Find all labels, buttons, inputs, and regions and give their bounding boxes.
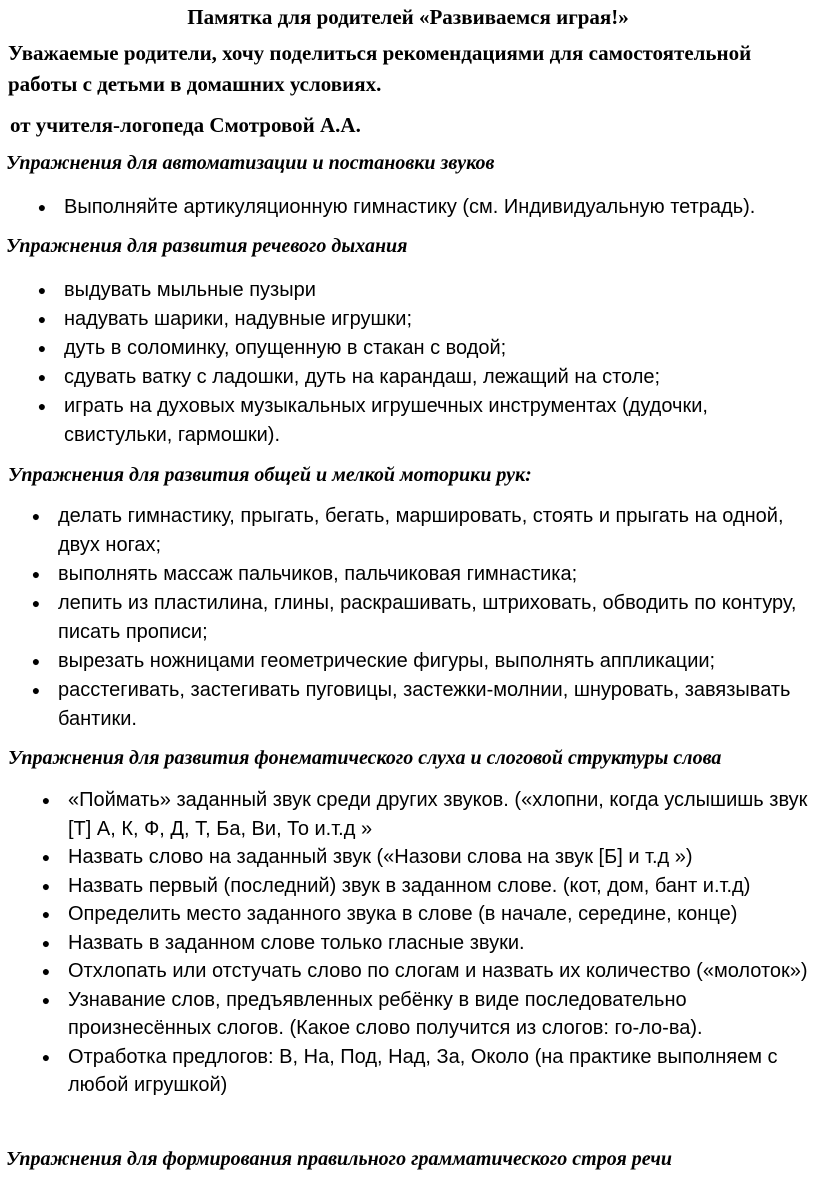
bullet-icon: ● [37,398,47,414]
section-heading-motor-skills: Упражнения для развития общей и мелкой моторики рук: [8,464,532,486]
list-item [24,502,814,560]
list-item [30,392,790,450]
list-item-text: сдувать ватку с ладошки, дуть на карандаш, лежащий на столе; [64,366,661,388]
bullet-icon: ● [31,508,41,524]
document-title: Памятка для родителей «Развиваемся играя!» [187,5,629,29]
list-item-text: выполнять массаж пальчиков, пальчиковая гимнастика; [58,563,578,585]
intro-paragraph: Уважаемые родители, хочу поделиться рекомендациями для самостоятельной работы с детьми в домашних условиях. [8,41,752,96]
bullet-icon: ● [37,369,47,385]
list-item [30,334,790,363]
bullet-icon: ● [41,849,51,865]
list-item [34,957,809,986]
list-item-text: Выполняйте артикуляционную гимнастику (см. Индивидуальную тетрадь). [64,196,756,218]
bullet-icon: ● [31,595,41,611]
bullet-icon: ● [41,877,51,894]
bullet-icon: ● [41,1048,51,1065]
section-list-breathing [30,276,790,450]
list-item-text: делать гимнастику, прыгать, бегать, маршировать, стоять и прыгать на одной, двух ногах; [58,505,784,556]
list-item [34,1043,809,1100]
list-item [24,676,814,734]
list-item [30,276,790,305]
bullet-icon: ● [37,340,47,356]
list-item-text: выдувать мыльные пузыри [64,279,316,301]
bullet-icon: ● [41,934,51,951]
list-item [34,786,809,843]
list-item [24,647,814,676]
bullet-icon: ● [37,311,47,327]
bullet-icon: ● [37,282,47,298]
bullet-icon: ● [41,991,51,1008]
section-list-sound-automation [30,193,810,222]
list-item-text: Назвать первый (последний) звук в заданном слове. (кот, дом, бант и.т.д) [68,874,751,897]
list-item-text: лепить из пластилина, глины, раскрашивать, штриховать, обводить по контуру, писать прописи; [58,592,797,643]
list-item [24,589,814,647]
list-item [30,193,810,222]
list-item-text: Назвать в заданном слове только гласные звуки. [68,931,525,954]
list-item-text: дуть в соломинку, опущенную в стакан с водой; [64,337,507,359]
section-heading-grammar: Упражнения для формирования правильного грамматического строя речи [6,1148,672,1170]
list-item-text: Отхлопать или отстучать слово по слогам и назвать их количество («молоток») [68,960,808,982]
section-heading-phonemic-hearing: Упражнения для развития фонематического слуха и слоговой структуры слова [8,747,722,769]
section-heading-breathing: Упражнения для развития речевого дыхания [6,235,408,257]
list-item [34,843,809,872]
list-item [34,872,809,901]
list-item [34,929,809,958]
section-list-phonemic-hearing [34,786,809,1100]
bullet-icon: ● [31,566,41,582]
bullet-icon: ● [31,653,41,669]
list-item [34,900,809,929]
list-item-text: вырезать ножницами геометрические фигуры, выполнять аппликации; [58,650,716,672]
list-item [30,305,790,334]
list-item-text: играть на духовых музыкальных игрушечных инструментах (дудочки, свистульки, гармошки). [64,395,708,446]
list-item-text: надувать шарики, надувные игрушки; [64,308,413,330]
bullet-icon: ● [31,682,41,698]
list-item-text: Отработка предлогов: В, На, Под, Над, За, Около (на практике выполняем с любой игрушкой) [68,1045,778,1096]
list-item-text: расстегивать, застегивать пуговицы, застежки-молнии, шнуровать, завязывать бантики. [58,679,791,730]
bullet-icon: ● [41,906,51,922]
list-item-text: «Поймать» заданный звук среди других звуков. («хлопни, когда услышишь звук [Т] А, К, Ф, Д, Т, Ба, Ви, То и.т.д » [68,789,808,840]
list-item [30,363,790,392]
bullet-icon: ● [37,199,47,215]
author-line: от учителя-логопеда Смотровой А.А. [10,113,361,137]
list-item-text: Узнавание слов, предъявленных ребёнку в виде последовательно произнесённых слогов. (Какое слово получится из слогов: го-ло-ва). [68,988,703,1039]
list-item [24,560,814,589]
list-item-text: Определить место заданного звука в слове (в начале, середине, конце) [68,903,738,925]
bullet-icon: ● [41,963,51,979]
bullet-icon: ● [41,792,51,808]
section-heading-sound-automation: Упражнения для автоматизации и постановки звуков [6,152,495,174]
section-list-motor-skills [24,502,814,734]
list-item-text: Назвать слово на заданный звук («Назови слова на звук [Б] и т.д ») [68,846,693,868]
list-item [34,986,809,1043]
